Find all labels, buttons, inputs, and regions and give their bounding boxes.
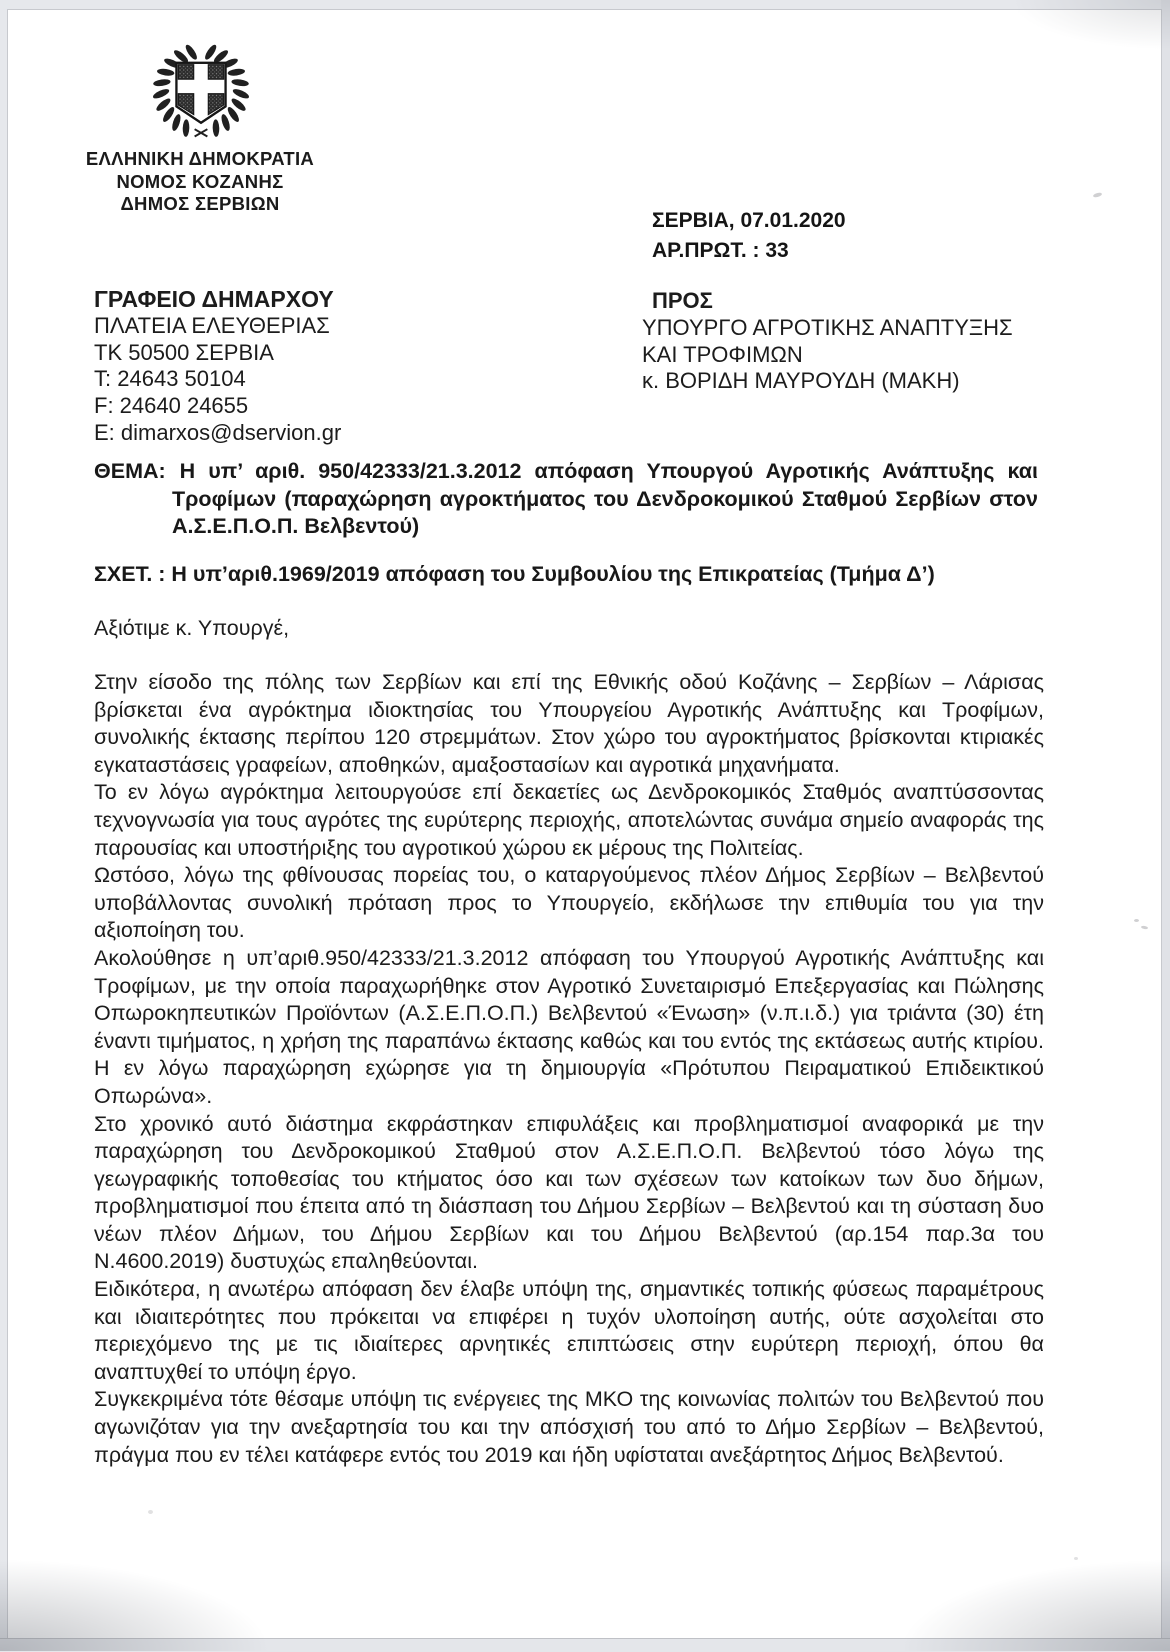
scan-artifact	[148, 1510, 153, 1514]
sender-fax: F: 24640 24655	[94, 393, 249, 419]
org-header	[38, 148, 362, 216]
scan-artifact	[1093, 192, 1103, 198]
recipient-label: ΠΡΟΣ	[652, 288, 713, 313]
paragraph-4: Ακολούθησε η υπ’αριθ.950/42333/21.3.2012 απόφαση του Υπουργού Αγροτικής Ανάπτυξης και Τροφίμων, με την οποία παραχωρήθηκε στον Αγροτικό Συνεταιρισμό Επεξεργασίας και Πώλησης Οπωροκηπευτικών Προϊόντων (Α.Σ.Ε.Π.Ο.Π.) Βελβεντού «Ένωση» (ν.π.ι.δ.) για τριάντα (30) έτη έναντι τιμήματος, η χρήση της παραπάνω έκτασης καθώς και του εντός της εκτάσεως αυτής κτιρίου. Η εν λόγω παραχώρηση εχώρησε για τη δημιουργία «Πρότυπου Πειραματικού Επιδεικτικού Οπωρώνα».	[94, 945, 1044, 1108]
paragraph-2: Το εν λόγω αγρόκτημα λειτουργούσε επί δεκαετίες ως Δενδροκομικός Σταθμός αναπτύσσοντας τεχνογνωσία για τους αγρότες της ευρύτερης περιοχής, αποτελώντας συνάμα σημείο αναφοράς της παρουσίας και υποστήριξης του αγροτικού χώρου εκ μέρους της Πολιτείας.	[94, 780, 1044, 860]
subject-label: ΘΕΜΑ:	[94, 459, 166, 483]
org-line-prefecture: ΝΟΜΟΣ ΚΟΖΑΝΗΣ	[116, 170, 284, 192]
recipient-block	[642, 288, 1013, 395]
paragraph-6: Ειδικότερα, η ανωτέρω απόφαση δεν έλαβε υπόψη της, σημαντικές τοπικής φύσεως παραμέτρους και ιδιαιτερότητες που πρόκειται να επιφέρει η τυχόν υλοποίηση αυτής, ούτε ασχολείται στο περιεχόμενο της με τις ιδιαίτερες αρνητικές επιπτώσεις στην ευρύτερη περιοχή, όπου θα αναπτυχθεί το υπόψη έργο.	[94, 1277, 1044, 1384]
greek-coat-of-arms-icon	[151, 38, 251, 144]
scan-artifact	[1134, 919, 1139, 922]
sender-postal: ΤΚ 50500 ΣΕΡΒΙΑ	[94, 339, 274, 365]
paragraph-5: Στο χρονικό αυτό διάστημα εκφράστηκαν επιφυλάξεις και προβληματισμοί αναφορικά με την παραχώρηση του Δενδροκομικού Σταθμού στον Α.Σ.Ε.Π.Ο.Π. Βελβεντού τόσο λόγω της γεωγραφικής τοποθεσίας του κτήματος όσο και των σχέσεων των κατοίκων των δυο δήμων, προβληματισμοί που έπειτα από τη διάσπαση του Δήμου Σερβίων – Βελβεντού και τη σύσταση δυο νέων πλέον Δήμων, του Δήμου Σερβίων και του Δήμου Βελβεντού (αρ.154 παρ.3α του Ν.4600.2019) δυστυχώς επαληθεύονται.	[94, 1111, 1044, 1274]
sender-block	[94, 286, 341, 447]
org-line-municipality: ΔΗΜΟΣ ΣΕΡΒΙΩΝ	[120, 193, 280, 214]
place-and-date: ΣΕΡΒΙΑ, 07.01.2020	[652, 209, 846, 232]
sender-email: E: dimarxos@dservion.gr	[94, 419, 342, 445]
sender-office: ΓΡΑΦΕΙΟ ΔΗΜΑΡΧΟΥ	[94, 286, 334, 312]
letter-page	[8, 10, 1161, 1638]
subject-text: Η υπ’ αριθ. 950/42333/21.3.2012 απόφαση Υπουργού Αγροτικής Ανάπτυξης και Τροφίμων (παραχώρηση αγροκτήματος του Δενδροκομικού Σταθμού Σερβίων στον Α.Σ.Ε.Π.Ο.Π. Βελβεντού)	[172, 459, 1038, 538]
sender-address: ΠΛΑΤΕΙΑ ΕΛΕΥΘΕΡΙΑΣ	[94, 312, 330, 338]
date-protocol-block	[652, 206, 846, 266]
letter-body	[94, 669, 1044, 1469]
paragraph-1: Στην είσοδο της πόλης των Σερβίων και επί της Εθνικής οδού Κοζάνης – Σερβίων – Λάρισας βρίσκεται ένα αγρόκτημα ιδιοκτησίας του Υπουργείου Αγροτικής Ανάπτυξης και Τροφίμων, συνολικής έκτασης περίπου 120 στρεμμάτων. Στον χώρο του αγροκτήματος βρίσκονται κτιριακές εγκαταστάσεις γραφείων, αποθηκών, αμαξοστασίων και αγροτικά μηχανήματα.	[94, 670, 1044, 777]
paragraph-3: Ωστόσο, λόγω της φθίνουσας πορείας του, ο καταργούμενος πλέον Δήμος Σερβίων – Βελβεντού υποβάλλοντας συνολική πρόταση προς το Υπουργείο, εκδήλωσε την επιθυμία του για την αξιοποίηση του.	[94, 863, 1044, 943]
scan-artifact	[1074, 1557, 1078, 1560]
scan-edge-bottom	[0, 1638, 1170, 1652]
scan-artifact	[1141, 925, 1148, 929]
scan-edge-right	[1161, 0, 1170, 1651]
salutation: Αξιότιμε κ. Υπουργέ,	[94, 616, 290, 640]
subject-block	[94, 458, 1038, 541]
scan-edge-left	[0, 0, 8, 1651]
recipient-line-2: ΚΑΙ ΤΡΟΦΙΜΩΝ	[642, 341, 803, 367]
reference-line: ΣΧΕΤ. : Η υπ’αριθ.1969/2019 απόφαση του Συμβουλίου της Επικρατείας (Τμήμα Δ’)	[94, 562, 935, 586]
sender-phone: Τ: 24643 50104	[94, 366, 246, 392]
protocol-number: ΑΡ.ΠΡΩΤ. : 33	[652, 239, 789, 262]
org-line-country: ΕΛΛΗΝΙΚΗ ΔΗΜΟΚΡΑΤΙΑ	[85, 148, 315, 169]
paragraph-7: Συγκεκριμένα τότε θέσαμε υπόψη τις ενέργειες της ΜΚΟ της κοινωνίας πολιτών του Βελβεντού που αγωνιζόταν για την ανεξαρτησία του και την απόσχισή του από το Δήμο Σερβίων – Βελβεντού, πράγμα που εν τέλει κατάφερε εντός του 2019 και ήδη υφίσταται ανεξάρτητος Δήμος Βελβεντού.	[94, 1387, 1044, 1467]
recipient-line-1: ΥΠΟΥΡΓΟ ΑΓΡΟΤΙΚΗΣ ΑΝΑΠΤΥΞΗΣ	[642, 314, 1013, 340]
recipient-line-3: κ. ΒΟΡΙΔΗ ΜΑΥΡΟΥΔΗ (ΜΑΚΗ)	[642, 368, 960, 394]
